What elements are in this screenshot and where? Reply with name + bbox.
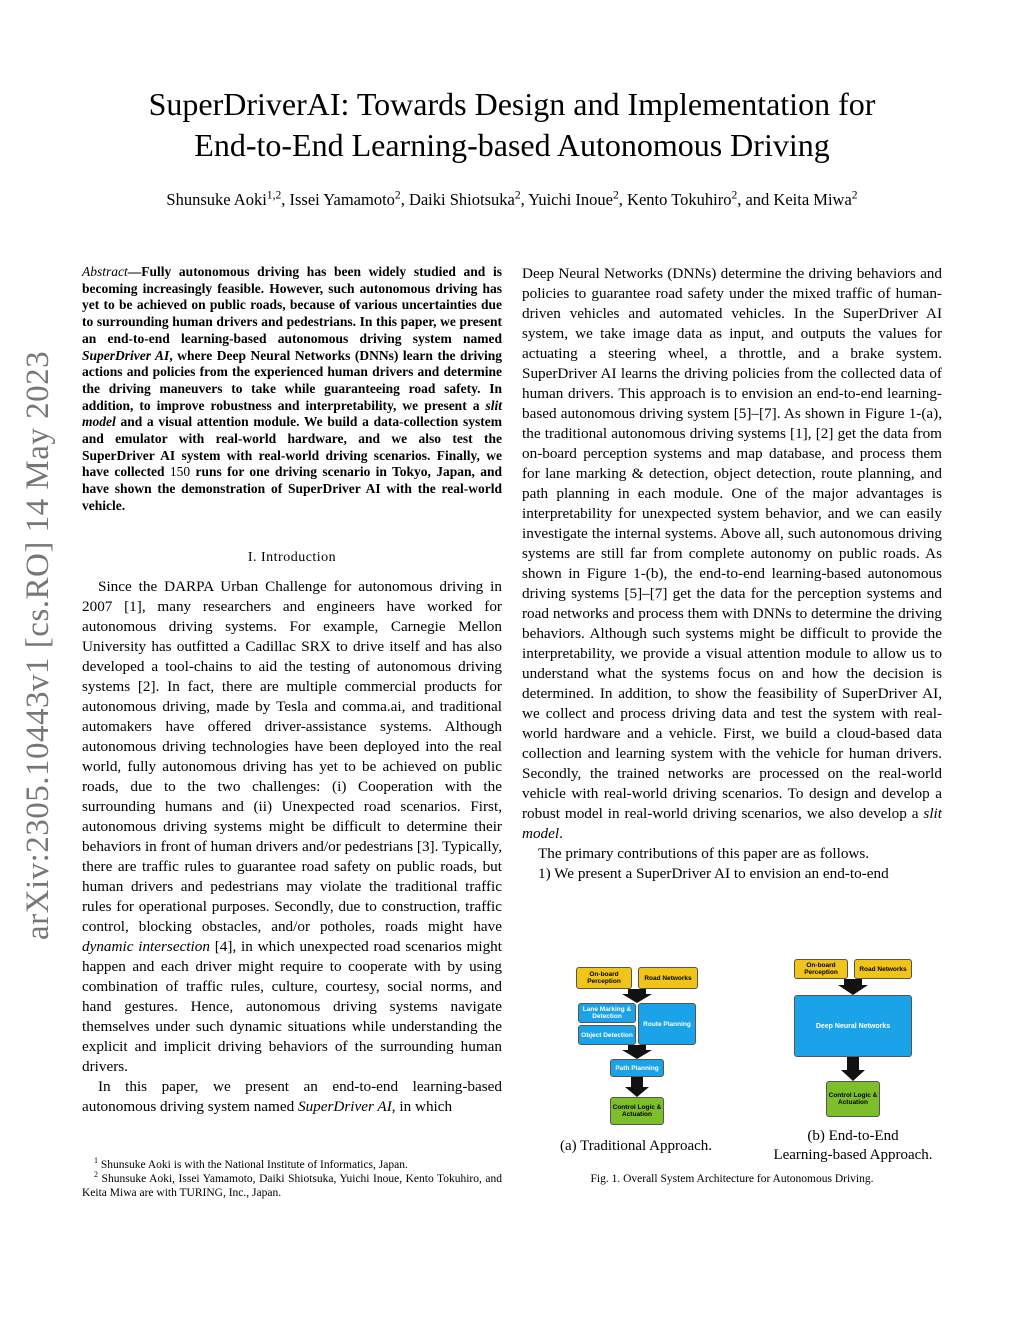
paper-title — [80, 84, 944, 166]
author-5-affil: 2 — [731, 189, 738, 202]
abstract-text-3: and a visual attention module. We build a data-collection system and emulator with real-world hardware, and we also test the SuperDriver AI system with real-world driving scenarios. Finally, we have collected — [82, 414, 502, 480]
fig-b-control-logic-box: Control Logic & Actuation — [826, 1081, 880, 1117]
fig-a-arrow-1-icon — [582, 989, 692, 1003]
footnote-2 — [82, 1172, 502, 1200]
abstract-label: Abstract — [82, 264, 128, 279]
author-3: , Daiki Shiotsuka — [400, 190, 515, 209]
right-p1-text: Deep Neural Networks (DNNs) determine the driving behaviors and policies to guarantee road safety under the mixed traffic of human-driven vehicles and automated vehicles. In the SuperDriver AI system, we take image data as input, and outputs the values for actuating a steering wheel, a throttle, and a brake system. SuperDriver AI learns the driving policies from the collected data of human drivers. This approach is to envision an end-to-end learning-based autonomous driving system [5]–[7]. As shown in Figure 1-(a), the traditional autonomous driving systems [1], [2] get the data from on-board perception systems and map database, and process them for lane marking & detection, object detection, route planning, and path planning in each module. One of the major advantages is interpretability for unexpected system behavior, and we can easily investigate the internal systems. Above all, such autonomous driving systems are still far from complete autonomy on public roads. As shown in Figure 1-(b), the end-to-end learning-based autonomous driving systems [5]–[7] get the data for the perception systems and road networks and process them with DNNs to determine the driving behaviors. Although such systems might be difficult to provide the interpretability, we provide a visual attention module to allow us to understand what the systems focus on and how the decision is determined. In addition, to show the feasibility of SuperDriver AI, we collect and process driving data and test the system with real-world hardware and a vehicle. First, we build a cloud-based data collection and learning system with the vehicle for human drivers. Secondly, the trained networks are processed on the real-world vehicle with real-world driving scenarios. To design and develop a robust model in real-world driving scenarios, we also develop a — [522, 265, 942, 822]
footnotes — [82, 1158, 502, 1200]
author-list — [80, 190, 944, 210]
author-3-affil: 2 — [514, 189, 521, 202]
footnote-2-mark: 2 — [94, 1170, 99, 1180]
fig-a-object-detection-box: Object Detection — [578, 1025, 636, 1045]
contributions-intro: The primary contributions of this paper are as follows. — [538, 845, 870, 862]
figure-caption: Fig. 1. Overall System Architecture for Autonomous Driving. — [590, 1173, 874, 1185]
right-p1-tail: . — [559, 825, 563, 842]
intro-p2-text: In this paper, we present an end-to-end learning-based autonomous driving system named — [82, 1078, 502, 1115]
fig-a-arrow-2-icon — [582, 1045, 692, 1059]
fig-b-caption-line-1: (b) End-to-End — [807, 1128, 899, 1144]
author-4-affil: 2 — [613, 189, 619, 202]
intro-p1-text: Since the DARPA Urban Challenge for autonomous driving in 2007 [1], many researchers and engineers have worked for autonomous driving systems. For example, Carnegie Mellon University has outfitted a Cadillac SRX to drive itself and has also developed a tool-chains to aid the testing of autonomous driving systems [2]. In fact, there are multiple commercial products for autonomous driving, made by Tesla and comma.ai, and traditional automakers have offered driver-assistance systems. Although autonomous driving technologies have been deployed into the real world, fully autonomous driving has yet to be achieved on public roads, due to the two challenges: (i) Cooperation with the surrounding humans and (ii) Unexpected road scenarios. First, autonomous driving systems might be difficult to determine their behaviors in front of human drivers and/or pedestrians [3]. Typically, there are traffic rules to guarantee road safety on public roads, but human drivers and pedestrians may violate the traditional traffic rules for operational purposes. Secondly, due to construction, traffic control, blocking obstacles, and/or potholes, roads might have — [82, 578, 502, 935]
title-line-2: End-to-End Learning-based Autonomous Driving — [194, 127, 830, 163]
right-p1-emphasis: slit model — [522, 805, 942, 842]
figure-1 — [522, 955, 942, 1195]
left-column-body — [82, 577, 502, 1117]
abstract-runs: 150 — [169, 464, 191, 480]
fig-a-onboard-perception-box: On-board Perception — [576, 967, 632, 989]
intro-paragraph-2 — [82, 1077, 502, 1117]
intro-p2-emphasis: SuperDriver AI — [297, 1098, 392, 1115]
contribution-item-1: 1) We present a SuperDriver AI to envision an end-to-end — [538, 865, 889, 882]
author-6-affil: 2 — [851, 189, 858, 202]
section-heading-introduction: I. Introduction — [247, 550, 337, 565]
right-paragraph-1 — [522, 264, 942, 844]
author-2: , Issei Yamamoto — [281, 190, 395, 209]
right-column-body — [522, 264, 942, 884]
author-6: , and Keita Miwa — [737, 190, 852, 209]
abstract-dash: — — [127, 264, 142, 279]
author-5: , Kento Tokuhiro — [618, 190, 732, 209]
intro-paragraph-1 — [82, 577, 502, 1077]
fig-a-lane-marking-box: Lane Marking & Detection — [578, 1003, 636, 1023]
intro-p2-tail: , in which — [391, 1098, 453, 1115]
fig-a-arrow-3-icon — [582, 1077, 692, 1097]
title-line-1: SuperDriverAI: Towards Design and Implementation for — [148, 86, 876, 122]
abstract-text-2: , where Deep Neural Networks (DNNs) learn the driving actions and policies from the experienced human drivers and determine the driving maneuvers to take while guaranteeing road safety. In addition, to improve robustness and interpretability, we present a — [82, 347, 503, 413]
fig-b-arrow-1-icon — [798, 979, 908, 995]
footnote-1-mark: 1 — [94, 1156, 99, 1166]
abstract-text-4: runs for one driving scenario in Tokyo, Japan, and have shown the demonstration of SuperDriver AI with the real-world vehicle. — [82, 464, 502, 513]
footnote-1-text: Shunsuke Aoki is with the National Institute of Informatics, Japan. — [98, 1159, 408, 1171]
author-2-affil: 2 — [394, 189, 401, 202]
abstract — [82, 264, 502, 515]
fig-a-route-planning-box: Route Planning — [638, 1003, 696, 1045]
fig-b-arrow-2-icon — [798, 1057, 908, 1081]
abstract-system-name: SuperDriver AI — [82, 347, 170, 363]
intro-p1-tail: [4], in which unexpected road scenarios might happen and each driver might require to cooperate with by using combination of traffic rules, culture, courtesy, social norms, and hand gestures. Hence, autonomous driving systems navigate themselves under such dynamic situations while understanding the explicit and implicit driving behaviors of the surrounding human drivers. — [82, 938, 502, 1075]
intro-p1-emphasis: dynamic intersection — [82, 938, 210, 955]
fig-b-deep-neural-networks-box: Deep Neural Networks — [794, 995, 912, 1057]
abstract-slit-model: slit model — [82, 397, 502, 430]
author-1: Shunsuke Aoki — [166, 190, 267, 209]
footnote-2-text: Shunsuke Aoki, Issei Yamamoto, Daiki Shiotsuka, Yuichi Inoue, Kento Tokuhiro, and Keita Miwa are with TURING, Inc., Japan. — [82, 1173, 502, 1199]
footnote-1 — [82, 1158, 502, 1172]
author-1-affil: 1,2 — [266, 189, 282, 202]
abstract-text-1: Fully autonomous driving has been widely studied and is becoming increasingly feasible. However, such autonomous driving has yet to be achieved on public roads, because of various uncertainties due to surrounding human drivers and pedestrians. In this paper, we present an end-to-end learning-based autonomous driving system named — [82, 264, 502, 346]
fig-b-onboard-perception-box: On-board Perception — [794, 959, 848, 979]
fig-a-path-planning-box: Path Planning — [610, 1059, 664, 1077]
fig-a-caption: (a) Traditional Approach. — [559, 1138, 713, 1154]
fig-b-road-networks-box: Road Networks — [854, 959, 912, 979]
author-4: , Yuichi Inoue — [520, 190, 614, 209]
fig-a-control-logic-box: Control Logic & Actuation — [610, 1097, 664, 1125]
fig-a-road-networks-box: Road Networks — [638, 967, 698, 989]
fig-b-caption-line-2: Learning-based Approach. — [773, 1147, 933, 1163]
arxiv-stamp: arXiv:2305.10443v1 [cs.RO] 14 May 2023 — [20, 350, 56, 940]
fig-b-caption — [748, 1127, 958, 1165]
